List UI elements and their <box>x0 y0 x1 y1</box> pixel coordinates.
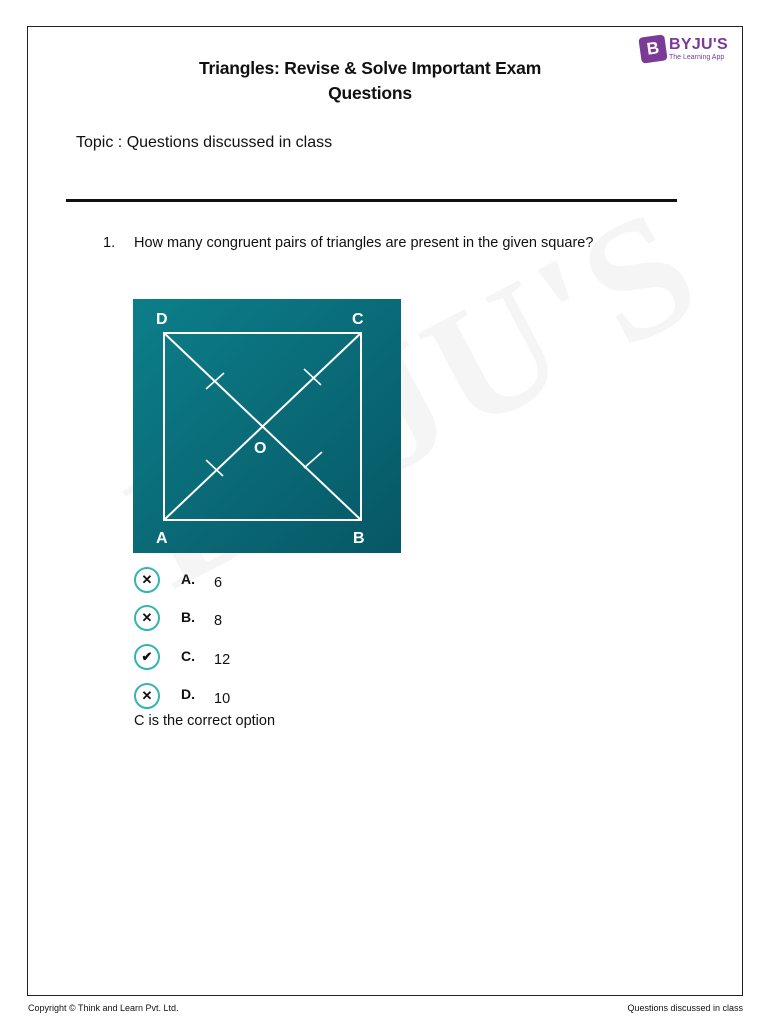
vertex-label-b: B <box>353 530 365 547</box>
question-text: How many congruent pairs of triangles are present in the given square? <box>134 235 594 251</box>
page-title-line1: Triangles: Revise & Solve Important Exam <box>198 58 542 78</box>
square-diagram <box>133 299 401 553</box>
brand-logo[interactable] <box>640 35 728 63</box>
question-number: 1. <box>103 235 116 251</box>
footer-copyright: Copyright © Think and Learn Pvt. Ltd. <box>28 1003 179 1013</box>
vertex-label-d: D <box>156 311 168 328</box>
vertex-label-c: C <box>352 311 364 328</box>
brand-name: BYJU'S <box>669 36 728 53</box>
option-d-letter: D. <box>181 686 195 702</box>
page-title-line2: Questions <box>328 83 412 103</box>
option-c-value: 12 <box>214 652 231 668</box>
vertex-label-a: A <box>156 530 168 547</box>
header-divider <box>66 199 677 202</box>
option-b-value: 8 <box>214 613 223 629</box>
answer-text: C is the correct option <box>134 713 276 729</box>
page-title <box>170 56 570 106</box>
brand-tagline: The Learning App <box>669 54 725 61</box>
option-d-value: 10 <box>214 691 231 707</box>
option-d-cross-icon: ✕ <box>134 683 160 709</box>
option-b-letter: B. <box>181 609 195 625</box>
footer-section: Questions discussed in class <box>627 1003 743 1013</box>
option-a-value: 6 <box>214 575 223 591</box>
option-b-cross-icon: ✕ <box>134 605 160 631</box>
option-c-check-icon: ✔ <box>134 644 160 670</box>
logo-icon: B <box>638 34 667 63</box>
option-a-letter: A. <box>181 571 195 587</box>
option-c-letter: C. <box>181 648 195 664</box>
option-a-cross-icon: ✕ <box>134 567 160 593</box>
center-label-o: O <box>254 440 267 457</box>
topic-label: Topic : Questions discussed in class <box>76 134 333 151</box>
